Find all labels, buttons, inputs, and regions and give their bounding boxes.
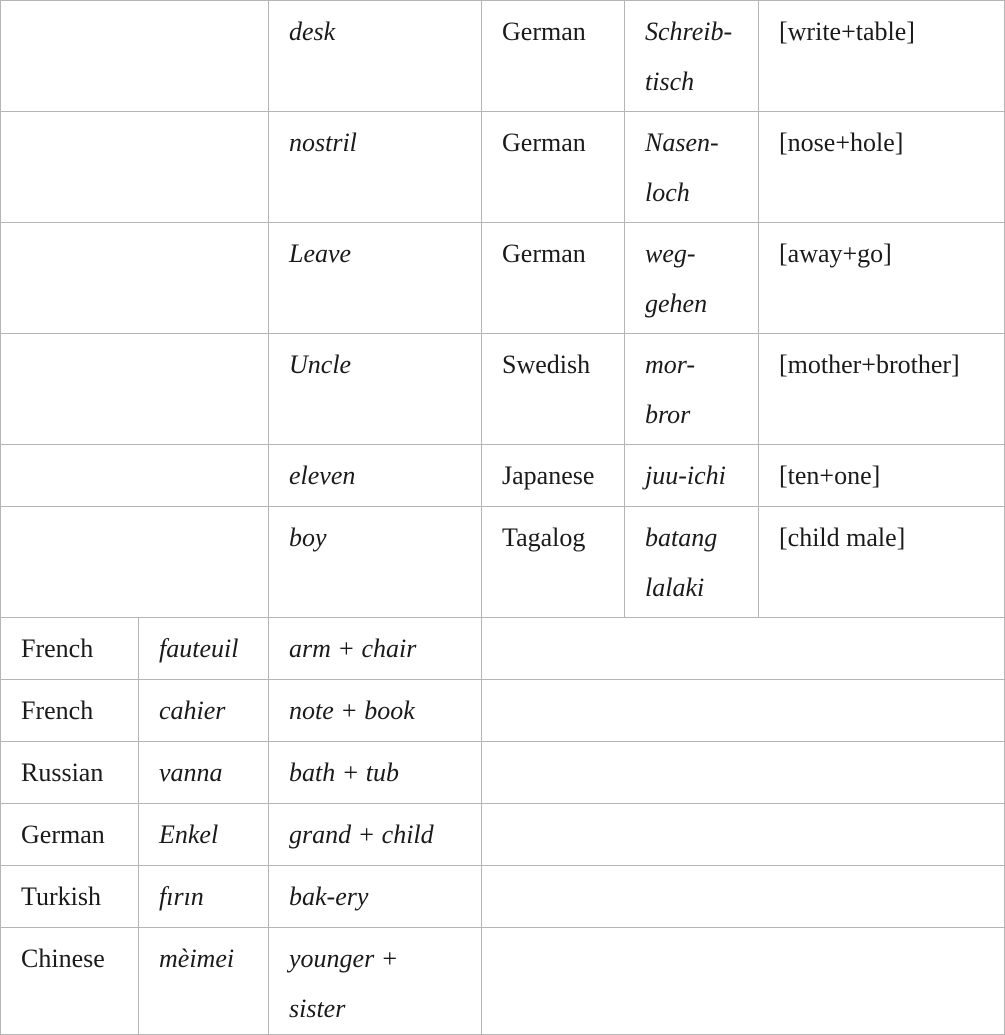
language-cell: Russian: [1, 742, 139, 804]
english-parts-cell: note + book: [269, 680, 482, 742]
compound-word-cell: [625, 1, 759, 112]
language-cell: German: [482, 223, 625, 334]
language-cell: German: [482, 112, 625, 223]
compound-word-cell: [625, 112, 759, 223]
language-cell: Turkish: [1, 866, 139, 928]
gloss-cell: [ten+one]: [759, 445, 1005, 507]
compound-word-part: mor-: [645, 350, 696, 379]
english-word-cell: nostril: [269, 112, 482, 223]
foreign-word-cell: cahier: [139, 680, 269, 742]
table-row: [1, 680, 1005, 742]
empty-cell: [482, 866, 1005, 928]
table-row: [1, 1, 1005, 112]
table-row: [1, 866, 1005, 928]
empty-cell: [482, 804, 1005, 866]
language-cell: French: [1, 680, 139, 742]
table-row: [1, 334, 1005, 445]
english-word-cell: boy: [269, 507, 482, 618]
gloss-cell: [write+table]: [759, 1, 1005, 112]
english-parts-cell: arm + chair: [269, 618, 482, 680]
english-word-cell: eleven: [269, 445, 482, 507]
english-parts-cell: grand + child: [269, 804, 482, 866]
language-cell: Chinese: [1, 928, 139, 1035]
gloss-cell: [mother+brother]: [759, 334, 1005, 445]
empty-cell: [482, 742, 1005, 804]
compound-word-cell: juu-ichi: [625, 445, 759, 507]
table-row: [1, 445, 1005, 507]
empty-cell: [482, 928, 1005, 1035]
compound-word-part: batang: [645, 523, 718, 552]
compound-word-cell: [625, 223, 759, 334]
foreign-word-cell: fauteuil: [139, 618, 269, 680]
empty-cell: [482, 618, 1005, 680]
foreign-word-cell: vanna: [139, 742, 269, 804]
table-row: [1, 928, 1005, 1035]
compound-word-part: Nasen-: [645, 128, 719, 157]
table-row: [1, 112, 1005, 223]
compound-word-cell: [625, 507, 759, 618]
empty-cell: [1, 334, 269, 445]
compound-word-part: lalaki: [645, 573, 705, 602]
english-word-cell: Uncle: [269, 334, 482, 445]
english-word-cell: desk: [269, 1, 482, 112]
compound-word-part: Schreib-: [645, 17, 733, 46]
language-cell: German: [482, 1, 625, 112]
compound-word-part: loch: [645, 178, 690, 207]
empty-cell: [1, 507, 269, 618]
gloss-cell: [nose+hole]: [759, 112, 1005, 223]
english-parts-cell: bak-ery: [269, 866, 482, 928]
table-row: [1, 618, 1005, 680]
empty-cell: [1, 223, 269, 334]
english-parts-cell: younger + sister: [269, 928, 482, 1035]
language-cell: Swedish: [482, 334, 625, 445]
table-row: [1, 804, 1005, 866]
compound-word-part: weg-: [645, 239, 696, 268]
foreign-word-cell: mèimei: [139, 928, 269, 1035]
compound-word-part: gehen: [645, 289, 708, 318]
compound-word-cell: [625, 334, 759, 445]
empty-cell: [482, 680, 1005, 742]
empty-cell: [1, 112, 269, 223]
table-row: [1, 507, 1005, 618]
foreign-word-cell: Enkel: [139, 804, 269, 866]
language-cell: French: [1, 618, 139, 680]
language-cell: Japanese: [482, 445, 625, 507]
language-cell: Tagalog: [482, 507, 625, 618]
gloss-cell: [away+go]: [759, 223, 1005, 334]
compound-word-part: tisch: [645, 67, 695, 96]
compound-word-part: bror: [645, 400, 691, 429]
foreign-word-cell: fırın: [139, 866, 269, 928]
table-row: [1, 223, 1005, 334]
empty-cell: [1, 1, 269, 112]
english-parts-cell: bath + tub: [269, 742, 482, 804]
gloss-cell: [child male]: [759, 507, 1005, 618]
english-word-cell: Leave: [269, 223, 482, 334]
language-cell: German: [1, 804, 139, 866]
table-row: [1, 742, 1005, 804]
empty-cell: [1, 445, 269, 507]
